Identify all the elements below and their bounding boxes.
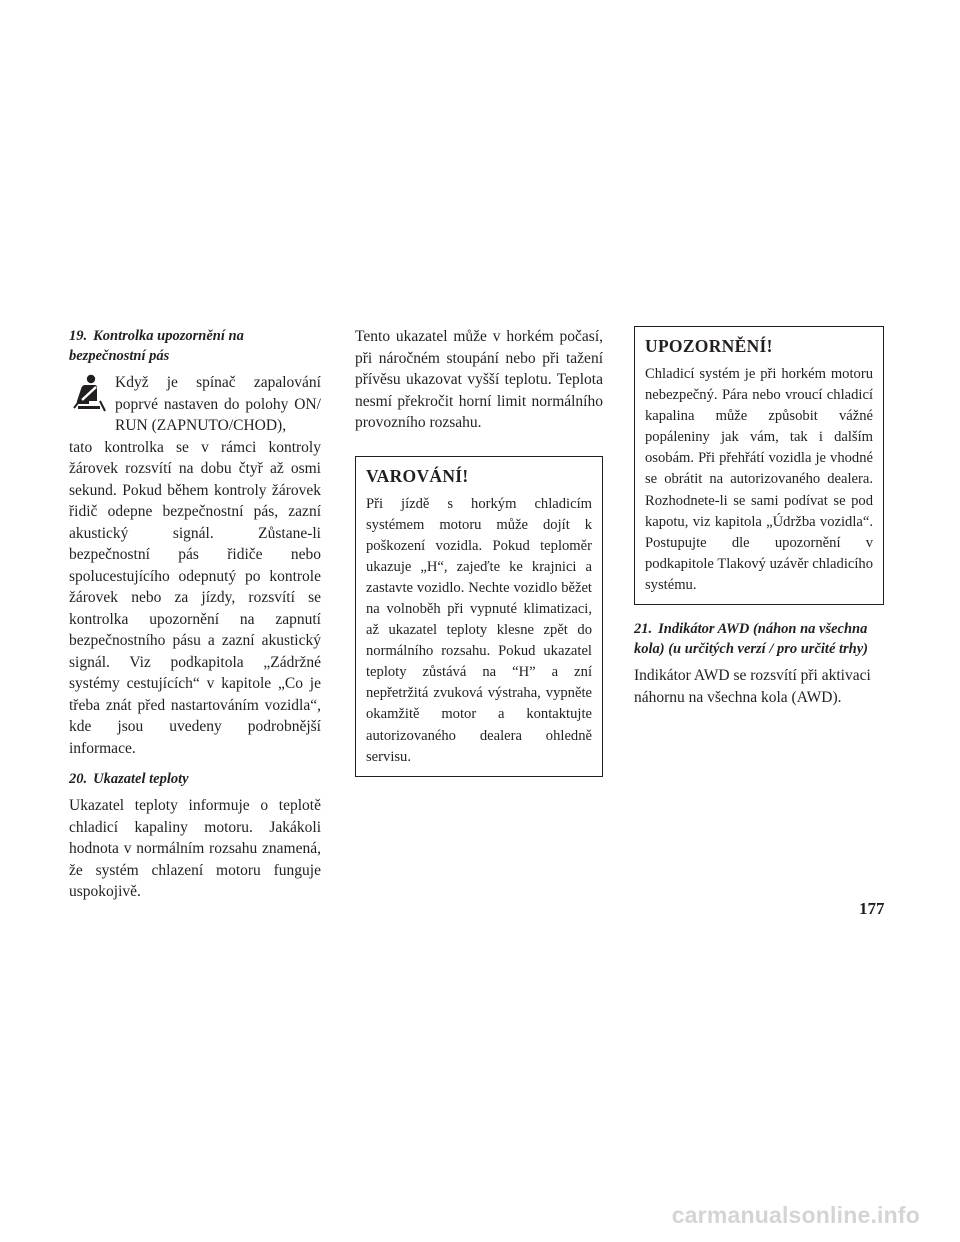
section-20-number: 20. xyxy=(69,771,88,787)
section-21-heading xyxy=(634,619,884,659)
warning-box xyxy=(355,456,603,777)
section-19-number: 19. xyxy=(69,328,88,344)
watermark: carmanualsonline.info xyxy=(671,1202,920,1228)
caution-title: UPOZORNĚNÍ! xyxy=(645,336,773,356)
section-21-body: Indikátor AWD se rozsvítí při aktivaci náhornu na všechna kola (AWD). xyxy=(634,667,871,706)
page-number: 177 xyxy=(859,899,885,918)
caution-box xyxy=(634,326,884,605)
column-right xyxy=(634,326,884,718)
caution-body: Chladicí systém je při horkém motoru nebezpečný. Pára nebo vroucí chladicí kapalina může způsobit vážné popáleniny jak vám, tak i dalším osobám. Při přehřátí vozidla je vhodné se obrátit na autorizovaného dealera. Rozhodnete-li se sami podívat se pod kapotu, viz kapitola „Údržba vozidla“. Postupujte dle upozornění v podkapitole Tlakový uzávěr chladicího systému. xyxy=(645,366,873,593)
column-middle xyxy=(355,326,603,777)
section-19-icon-text: Když je spínač zapalování poprvé nastaven do polohy ON/ RUN (ZAPNUTO/CHOD), xyxy=(115,374,321,434)
warning-body: Při jízdě s horkým chladicím systémem motoru může dojít k poškození vozidla. Pokud teploměr ukazuje „H“, zajeďte ke krajnici a zastavte vozidlo. Nechte vozidlo běžet na volnoběh při vypnuté klimatizaci, až ukazatel teploty klesne zpět do normálního rozsahu. Pokud ukazatel teploty zůstává na “H” a zní nepřetržitá zvuková výstraha, vypněte okamžitě motor a kontaktujte autorizovaného dealera ohledně servisu. xyxy=(366,495,592,765)
section-19-title: Kontrolka upozornění na bezpečnostní pás xyxy=(69,328,244,364)
section-21-number: 21. xyxy=(634,621,653,638)
section-20-heading xyxy=(69,769,321,789)
section-20-body: Ukazatel teploty informuje o teplotě chladicí kapaliny motoru. Jakákoli hodnota v normálním rozsahu znamená, že systém chlazení motoru funguje uspokojivě. xyxy=(69,797,321,900)
section-19-body: tato kontrolka se v rámci kontroly žárovek rozsvítí na dobu čtyř až osmi sekund. Pokud během kontroly žárovek řidič odepne bezpečnostní pás, zazní akustický signál. Zůstane-li bezpečnostní pás řidiče nebo spolucestujícího odepnutý po kontrole žárovek nebo za jízdy, rozsvítí se kontrolka upozornění na zapnutí bezpečnostního pásu a zazní akustický signál. Viz podkapitola „Zádržné systémy cestujících“ v kapitole „Co je třeba znát před nastartováním vozidla“, kde jsou uvedeny podrobnější informace. xyxy=(69,438,321,757)
temperature-intro-text: Tento ukazatel může v horkém počasí, při náročném stoupání nebo při tažení přívěsu ukazovat vyšší teplotu. Teplota nesmí překročit horní limit normálního provozního rozsahu. xyxy=(355,328,603,431)
seatbelt-warning-icon xyxy=(69,374,115,434)
column-left xyxy=(69,326,321,913)
warning-title: VAROVÁNÍ! xyxy=(366,465,469,486)
section-20-title: Ukazatel teploty xyxy=(93,771,189,787)
section-21-title: Indikátor AWD (náhon na všechna kola) (u určitých verzí / pro určité trhy) xyxy=(634,621,869,658)
section-19-heading xyxy=(69,326,321,366)
